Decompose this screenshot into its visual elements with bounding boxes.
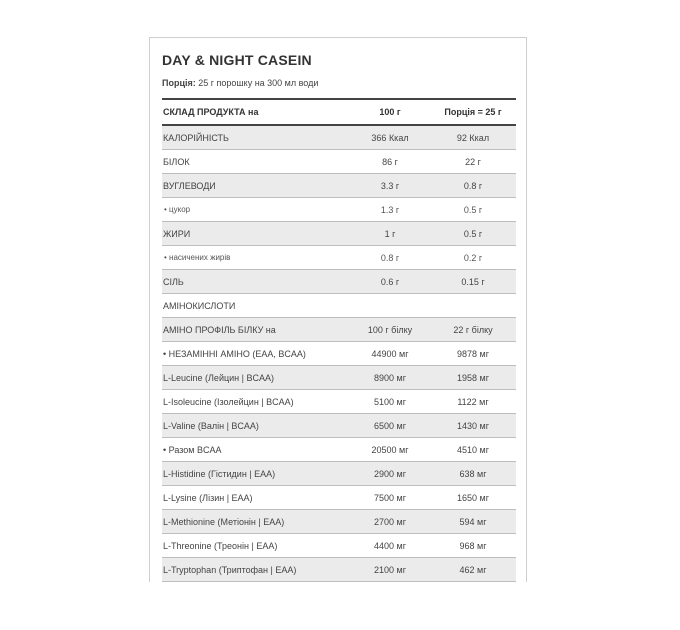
- row-per-100g: 0.6 г: [350, 270, 430, 294]
- row-per-100g: 100 г білку: [350, 318, 430, 342]
- row-per-100g: 1.3 г: [350, 198, 430, 222]
- table-row: [162, 390, 516, 414]
- product-title: DAY & NIGHT CASEIN: [162, 52, 312, 68]
- row-name: L-Valine (Валін | BCAA): [162, 414, 350, 438]
- row-per-serving: 1650 мг: [430, 486, 516, 510]
- serving-label: Порція:: [162, 78, 196, 88]
- row-per-serving: 1958 мг: [430, 366, 516, 390]
- row-name: • НЕЗАМІННІ АМІНО (EAA, BCAA): [162, 342, 350, 366]
- row-name: • цукор: [162, 198, 350, 222]
- row-per-serving: 0.5 г: [430, 198, 516, 222]
- row-per-serving: 4510 мг: [430, 438, 516, 462]
- row-per-100g: 44900 мг: [350, 342, 430, 366]
- table-row: [162, 294, 516, 318]
- header-composition: СКЛАД ПРОДУКТА на: [162, 99, 350, 125]
- row-name: ЖИРИ: [162, 222, 350, 246]
- row-per-serving: 462 мг: [430, 558, 516, 582]
- row-name: • насичених жирів: [162, 246, 350, 270]
- row-per-100g: 366 Ккал: [350, 125, 430, 150]
- row-per-serving: 92 Ккал: [430, 125, 516, 150]
- table-row: [162, 438, 516, 462]
- row-per-serving: 22 г білку: [430, 318, 516, 342]
- row-name: L-Isoleucine (Ізолейцин | BCAA): [162, 390, 350, 414]
- table-row: [162, 366, 516, 390]
- row-per-serving: [430, 294, 516, 318]
- row-name: БІЛОК: [162, 150, 350, 174]
- row-per-serving: 968 мг: [430, 534, 516, 558]
- row-name: СІЛЬ: [162, 270, 350, 294]
- table-row: [162, 558, 516, 582]
- row-name: L-Threonine (Треонін | EAA): [162, 534, 350, 558]
- row-name: КАЛОРІЙНІСТЬ: [162, 125, 350, 150]
- row-per-100g: 3.3 г: [350, 174, 430, 198]
- table-row: [162, 150, 516, 174]
- row-per-100g: 86 г: [350, 150, 430, 174]
- row-name: L-Tryptophan (Триптофан | EAA): [162, 558, 350, 582]
- table-row: [162, 246, 516, 270]
- row-name: L-Methionine (Метіонін | EAA): [162, 510, 350, 534]
- row-per-serving: 1122 мг: [430, 390, 516, 414]
- row-per-100g: 4400 мг: [350, 534, 430, 558]
- row-per-serving: 0.2 г: [430, 246, 516, 270]
- table-row: [162, 222, 516, 246]
- header-per-serving: Порція = 25 г: [430, 99, 516, 125]
- row-name: ВУГЛЕВОДИ: [162, 174, 350, 198]
- row-per-serving: 0.5 г: [430, 222, 516, 246]
- nutrition-label-card: [149, 37, 527, 582]
- row-per-100g: 5100 мг: [350, 390, 430, 414]
- row-per-serving: 0.8 г: [430, 174, 516, 198]
- serving-text: 25 г порошку на 300 мл води: [195, 78, 319, 88]
- row-per-100g: 7500 мг: [350, 486, 430, 510]
- serving-size: [162, 78, 318, 88]
- row-name: L-Lysine (Лізин | EAA): [162, 486, 350, 510]
- table-header-row: [162, 99, 516, 125]
- nutrition-table: [162, 98, 516, 582]
- table-row: [162, 270, 516, 294]
- row-name: • Разом BCAA: [162, 438, 350, 462]
- row-per-100g: 20500 мг: [350, 438, 430, 462]
- table-body: [162, 125, 516, 582]
- header-per-100g: 100 г: [350, 99, 430, 125]
- row-per-100g: 2700 мг: [350, 510, 430, 534]
- row-name: L-Leucine (Лейцин | BCAA): [162, 366, 350, 390]
- row-name: АМІНОКИСЛОТИ: [162, 294, 350, 318]
- table-row: [162, 342, 516, 366]
- table-row: [162, 486, 516, 510]
- row-per-serving: 22 г: [430, 150, 516, 174]
- table-row: [162, 198, 516, 222]
- row-per-serving: 1430 мг: [430, 414, 516, 438]
- row-per-serving: 9878 мг: [430, 342, 516, 366]
- row-per-100g: 0.8 г: [350, 246, 430, 270]
- row-per-serving: 638 мг: [430, 462, 516, 486]
- row-name: АМІНО ПРОФІЛЬ БІЛКУ на: [162, 318, 350, 342]
- table-row: [162, 414, 516, 438]
- table-row: [162, 510, 516, 534]
- row-per-100g: 1 г: [350, 222, 430, 246]
- row-per-serving: 594 мг: [430, 510, 516, 534]
- row-per-100g: 8900 мг: [350, 366, 430, 390]
- row-per-100g: 2900 мг: [350, 462, 430, 486]
- row-per-100g: 2100 мг: [350, 558, 430, 582]
- table-row: [162, 534, 516, 558]
- table-row: [162, 318, 516, 342]
- row-per-100g: [350, 294, 430, 318]
- table-row: [162, 125, 516, 150]
- row-per-100g: 6500 мг: [350, 414, 430, 438]
- table-row: [162, 462, 516, 486]
- row-per-serving: 0.15 г: [430, 270, 516, 294]
- row-name: L-Histidine (Гістидин | EAA): [162, 462, 350, 486]
- table-row: [162, 174, 516, 198]
